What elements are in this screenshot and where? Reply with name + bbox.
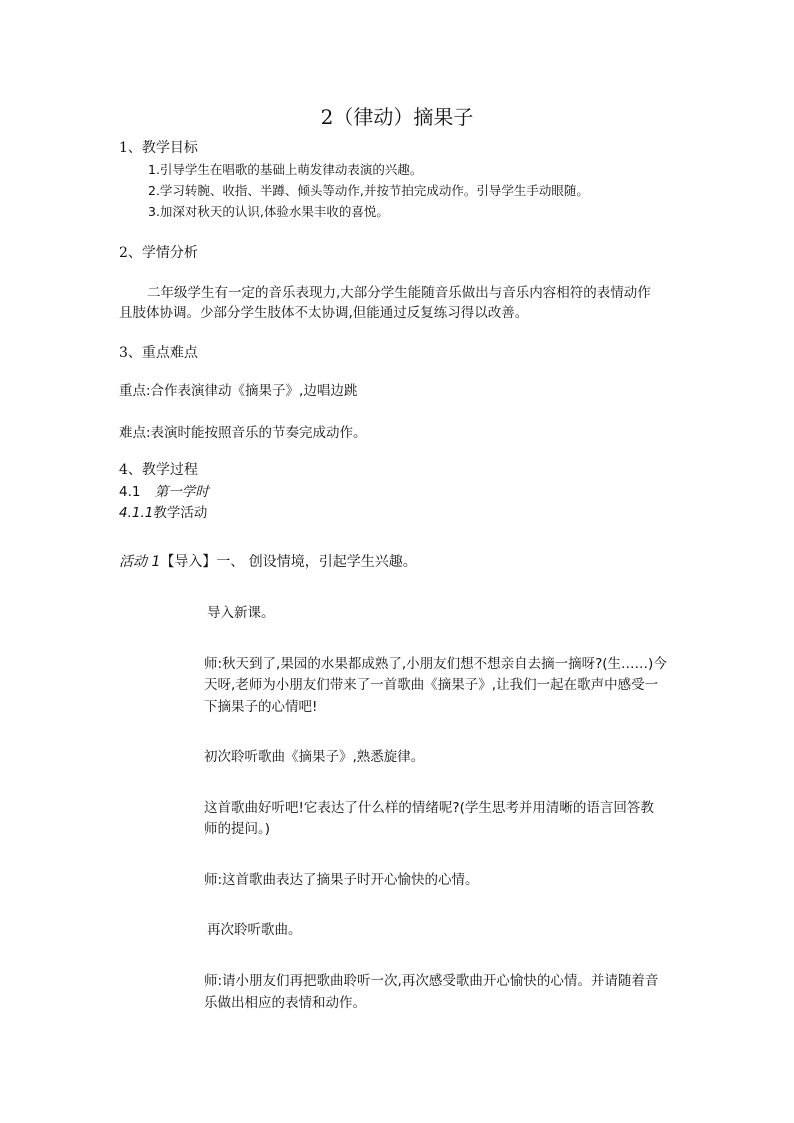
objective-item-3: 3.加深对秋天的认识,体验水果丰收的喜悦。 [148, 204, 389, 219]
body-paragraph-2-line-3: 下摘果子的心情吧! [204, 699, 318, 715]
body-paragraph-2-line-2: 天呀,老师为小朋友们带来了一首歌曲《摘果子》,让我们一起在歌声中感受一 [204, 677, 659, 693]
objective-item-1: 1.引导学生在唱歌的基础上萌发律动表演的兴趣。 [148, 162, 423, 177]
section-heading-objectives: 1、教学目标 [119, 140, 198, 156]
section-heading-analysis: 2、学情分析 [119, 245, 198, 261]
body-paragraph-3: 初次聆听歌曲《摘果子》,熟悉旋律。 [204, 749, 425, 765]
subsection-4-1-title: 第一学时 [154, 484, 209, 500]
subsection-4-1 [119, 482, 209, 502]
body-paragraph-1: 导入新课。 [207, 605, 275, 621]
body-paragraph-6: 再次聆听歌曲。 [207, 922, 302, 938]
body-paragraph-4-line-2: 师的提问。) [204, 821, 271, 837]
body-paragraph-7-line-2: 乐做出相应的表情和动作。 [204, 995, 366, 1011]
document-title: 2（律动）摘果子 [320, 105, 474, 129]
activity-title: 【导入】一、 创设情境，引起学生兴趣。 [160, 554, 417, 570]
activity-label: 活动 1 [119, 554, 161, 570]
body-paragraph-2-line-1: 师:秋天到了,果园的水果都成熟了,小朋友们想不想亲自去摘一摘呀?(生……)今 [204, 656, 667, 672]
body-paragraph-7-line-1: 师:请小朋友们再把歌曲聆听一次,再次感受歌曲开心愉快的心情。并请随着音 [204, 973, 659, 989]
analysis-line-2: 且肢体协调。少部分学生肢体不太协调,但能通过反复练习得以改善。 [119, 305, 529, 321]
key-point-text: 重点:合作表演律动《摘果子》,边唱边跳 [119, 383, 358, 399]
activity-1-line [119, 552, 417, 572]
objective-item-2: 2.学习转腕、收指、半蹲、倾头等动作,并按节拍完成动作。引导学生手动眼随。 [148, 183, 589, 198]
body-paragraph-5: 师:这首歌曲表达了摘果子时开心愉快的心情。 [204, 872, 479, 888]
body-paragraph-4-line-1: 这首歌曲好听吧!它表达了什么样的情绪呢?(学生思考并用清晰的语言回答教 [204, 800, 654, 816]
subsection-4-1-1-number: 4.1.1 [119, 505, 154, 521]
subsection-4-1-1-title: 教学活动 [153, 505, 208, 521]
section-heading-key-points: 3、重点难点 [119, 345, 198, 361]
subsection-4-1-number: 4.1 [119, 484, 141, 500]
section-heading-process: 4、教学过程 [119, 462, 198, 478]
analysis-line-1: 二年级学生有一定的音乐表现力,大部分学生能随音乐做出与音乐内容相符的表情动作 [147, 285, 651, 301]
subsection-4-1-1 [119, 503, 207, 523]
difficult-point-text: 难点:表演时能按照音乐的节奏完成动作。 [119, 425, 367, 441]
